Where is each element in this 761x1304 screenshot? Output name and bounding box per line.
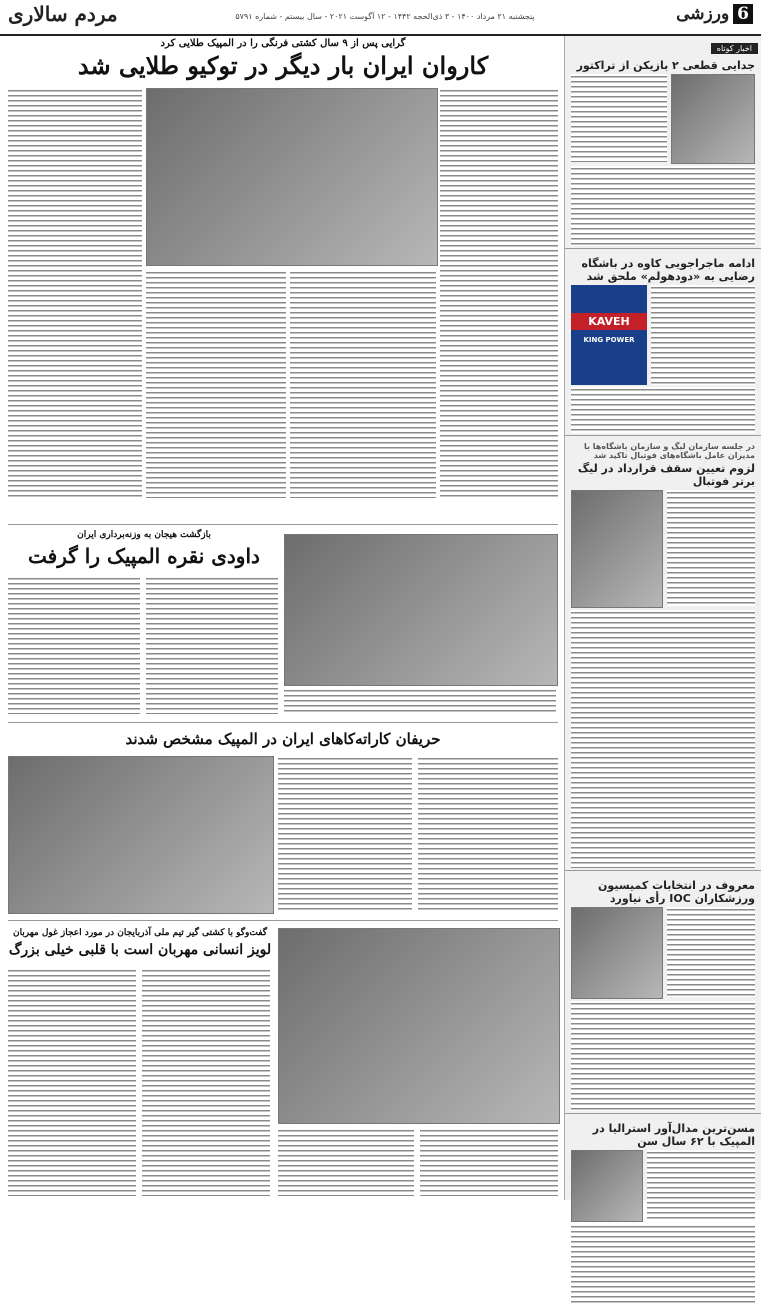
article-text (571, 1224, 755, 1304)
story3-text-col2 (418, 756, 558, 912)
photo-wrestling-collage (146, 88, 438, 266)
story4-text-col3 (278, 1128, 414, 1196)
article-text (667, 490, 755, 606)
story-1 (8, 38, 558, 80)
photo-meeting (571, 490, 663, 608)
article-text (647, 1150, 755, 1220)
sidebar-item3-headline: لزوم تعیین سقف قرارداد در لیگ برتر فوتبال (577, 462, 755, 488)
article-text (571, 610, 755, 868)
sidebar-item4-title: معروف در انتخابات کمیسیون ورزشکاران IOC رأی نیاورد (598, 879, 755, 905)
section-label: 6ورزشی (676, 4, 753, 24)
photo-weightlifter (284, 534, 558, 686)
sidebar-tag: اخبار کوتاه (711, 43, 758, 54)
article-text (571, 166, 755, 246)
story1-kicker: گرایی پس از ۹ سال کشتی فرنگی را در المپیک طلایی کرد (160, 38, 406, 49)
story1-text-col4 (8, 88, 142, 498)
sidebar-item5-title: مسن‌ترین مدال‌آور استرالیا در المپیک با ۶۲ سال سن (592, 1122, 755, 1148)
story3-text-col1 (278, 756, 412, 912)
story1-text-col3 (146, 270, 286, 498)
story4-kicker: گفت‌وگو با کشتی گیر تیم ملی آذربایجان در مورد اعجاز غول مهربان (12, 928, 268, 938)
sidebar-item2-title: ادامه ماجراجویی کاوه در باشگاه رضایی به «دودهولم» ملحق شد (581, 257, 755, 283)
photo-players (671, 74, 755, 164)
story4-headline: لویز انسانی مهربان است با قلبی خیلی بزرگ (8, 942, 272, 958)
story3-headline: حریفان کاراته‌کاهای ایران در المپیک مشخص شدند (125, 730, 441, 748)
story1-headline: کاروان ایران بار دیگر در توکیو طلایی شد (77, 51, 489, 80)
article-text (571, 387, 755, 433)
story2-headline: داودی نقره المپیک را گرفت (28, 544, 260, 568)
photo-marouf (571, 907, 663, 999)
story2-kicker: بازگشت هیجان به وزنه‌برداری ایران (77, 530, 211, 540)
photo-equestrian (571, 1150, 643, 1222)
photo-karate (8, 756, 274, 914)
page-header (0, 0, 761, 36)
story-2 (8, 530, 280, 568)
story1-text-col2 (290, 270, 436, 498)
sidebar (564, 36, 761, 1200)
story2-text-col2 (146, 576, 278, 714)
story4-text-col4 (420, 1128, 558, 1196)
story4-text-col1 (8, 968, 136, 1196)
paper-logo: مردم سالاری (8, 2, 118, 26)
sidebar-item1-title: جدایی قطعی ۲ بازیکن از تراکتور (576, 59, 755, 72)
photo-wrestlers-cuba (278, 928, 560, 1124)
story4-text-col2 (142, 968, 270, 1196)
story-4 (8, 928, 272, 958)
story1-text-col1 (440, 88, 558, 498)
photo-caption (284, 688, 556, 714)
photo-kaveh: KAVEH KING POWER (571, 285, 647, 385)
sidebar-item3-kicker: در جلسه سازمان لیگ و سازمان باشگاه‌ها با مدیران عامل باشگاه‌های فوتبال تاکید شد (584, 442, 755, 460)
story2-text-col1 (8, 576, 140, 714)
dateline: پنجشنبه ۲۱ مرداد ۱۴۰۰ - ۳ ذی‌الحجه ۱۴۴۲ - ۱۲ آگوست ۲۰۲۱ - سال بیستم - شماره ۵۷۹۱ (235, 12, 535, 21)
article-text (571, 74, 667, 162)
article-text (571, 1001, 755, 1111)
article-text (667, 907, 755, 997)
article-text (651, 285, 755, 385)
